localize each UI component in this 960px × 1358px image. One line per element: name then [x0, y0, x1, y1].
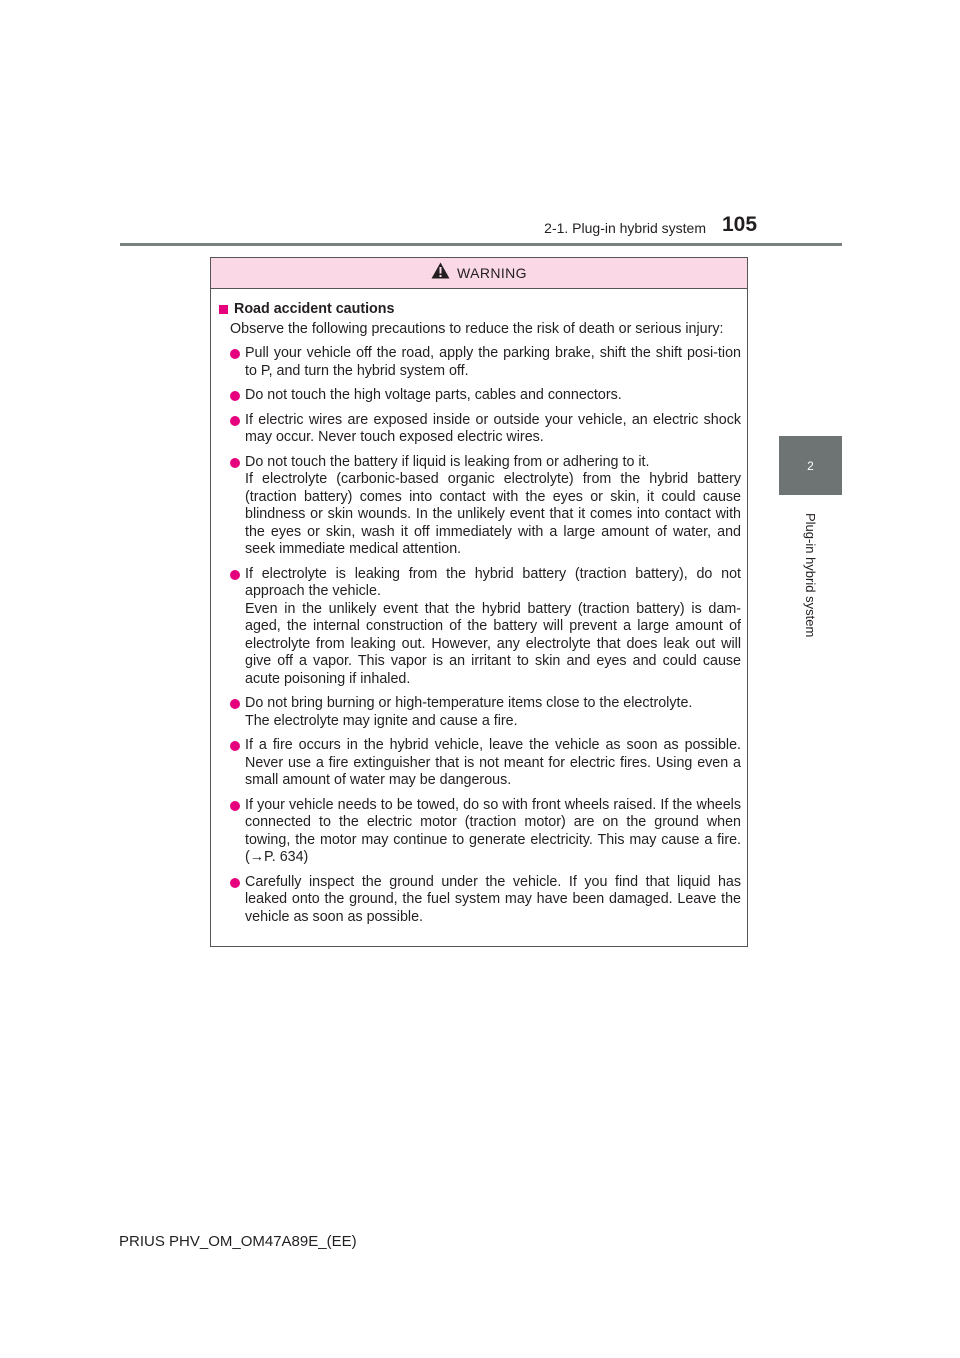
page-number: 105	[722, 213, 758, 236]
circle-bullet-icon	[230, 416, 240, 426]
section-heading	[219, 301, 741, 319]
warning-item	[219, 874, 741, 927]
warning-body	[211, 289, 747, 926]
chapter-tab	[779, 436, 842, 495]
warning-item-text: Do not bring burning or high-temperature items close to the electrolyte. The electrolyte may ignite and cause a fire.	[245, 695, 693, 729]
warning-triangle-icon	[431, 262, 450, 284]
document-code: PRIUS PHV_OM_OM47A89E_(EE)	[119, 1233, 357, 1250]
warning-item-text: If electric wires are exposed inside or outside your vehicle, an electric shock may occur. Never touch exposed electric wires.	[245, 411, 741, 445]
warning-item	[219, 454, 741, 559]
warning-item	[219, 695, 741, 730]
warning-item	[219, 412, 741, 447]
circle-bullet-icon	[230, 391, 240, 401]
warning-item-text: If your vehicle needs to be towed, do so with front wheels raised. If the wheels connected to the electric motor (traction motor) are on the ground when towing, the motor may continue to generate electricity. This may cause a fire. (→P. 634)	[245, 796, 741, 865]
warning-header	[211, 258, 747, 289]
warning-items	[219, 345, 741, 926]
warning-item-text: Do not touch the battery if liquid is leaking from or adhering to it. If electrolyte (carbonic-based organic electrolyte) from the hybrid battery (traction battery) comes into contact with the eyes or skin, it could cause blindness or skin wounds. In the unlikely event that it comes into contact with the eyes or skin, wash it off immediately with a large amount of water, and seek immediate medical attention.	[245, 453, 741, 557]
circle-bullet-icon	[230, 878, 240, 888]
warning-item-text: Pull your vehicle off the road, apply the parking brake, shift the shift posi-tion to P, and turn the hybrid system off.	[245, 345, 741, 379]
warning-item	[219, 797, 741, 867]
warning-item	[219, 737, 741, 790]
warning-item	[219, 387, 741, 405]
warning-item	[219, 345, 741, 380]
circle-bullet-icon	[230, 570, 240, 580]
circle-bullet-icon	[230, 741, 240, 751]
chapter-title: Plug-in hybrid system	[803, 512, 818, 638]
circle-bullet-icon	[230, 458, 240, 468]
section-header: 2-1. Plug-in hybrid system	[544, 220, 706, 236]
chapter-number: 2	[807, 458, 814, 473]
intro-text: Observe the following precautions to reduce the risk of death or serious injury:	[230, 320, 724, 337]
circle-bullet-icon	[230, 699, 240, 709]
circle-bullet-icon	[230, 349, 240, 359]
section-heading-text: Road accident cautions	[234, 301, 395, 317]
warning-box	[210, 257, 748, 947]
square-bullet-icon	[219, 305, 228, 314]
warning-item-text: If electrolyte is leaking from the hybrid battery (traction battery), do not approach the vehicle. Even in the unlikely event that the hybrid battery (traction battery) is dam-aged, the internal construction of the battery will prevent a large amount of electrolyte from leaking out. However, any electrolyte that does leak out will give off a vapor. This vapor is an irritant to skin and eyes and could cause acute poisoning if inhaled.	[245, 565, 741, 687]
warning-title: WARNING	[457, 265, 527, 281]
warning-item	[219, 566, 741, 689]
warning-item-text: Do not touch the high voltage parts, cables and connectors.	[245, 387, 622, 403]
circle-bullet-icon	[230, 801, 240, 811]
warning-item-text: Carefully inspect the ground under the vehicle. If you find that liquid has leaked onto the ground, the fuel system may have been damaged. Leave the vehicle as soon as possible.	[245, 873, 741, 925]
warning-item-text: If a fire occurs in the hybrid vehicle, leave the vehicle as soon as possible. Never use a fire extinguisher that is not meant for electric fires. Using even a small amount of water may be dangerous.	[245, 737, 741, 788]
header-divider	[120, 243, 842, 246]
chapter-label	[779, 500, 842, 650]
